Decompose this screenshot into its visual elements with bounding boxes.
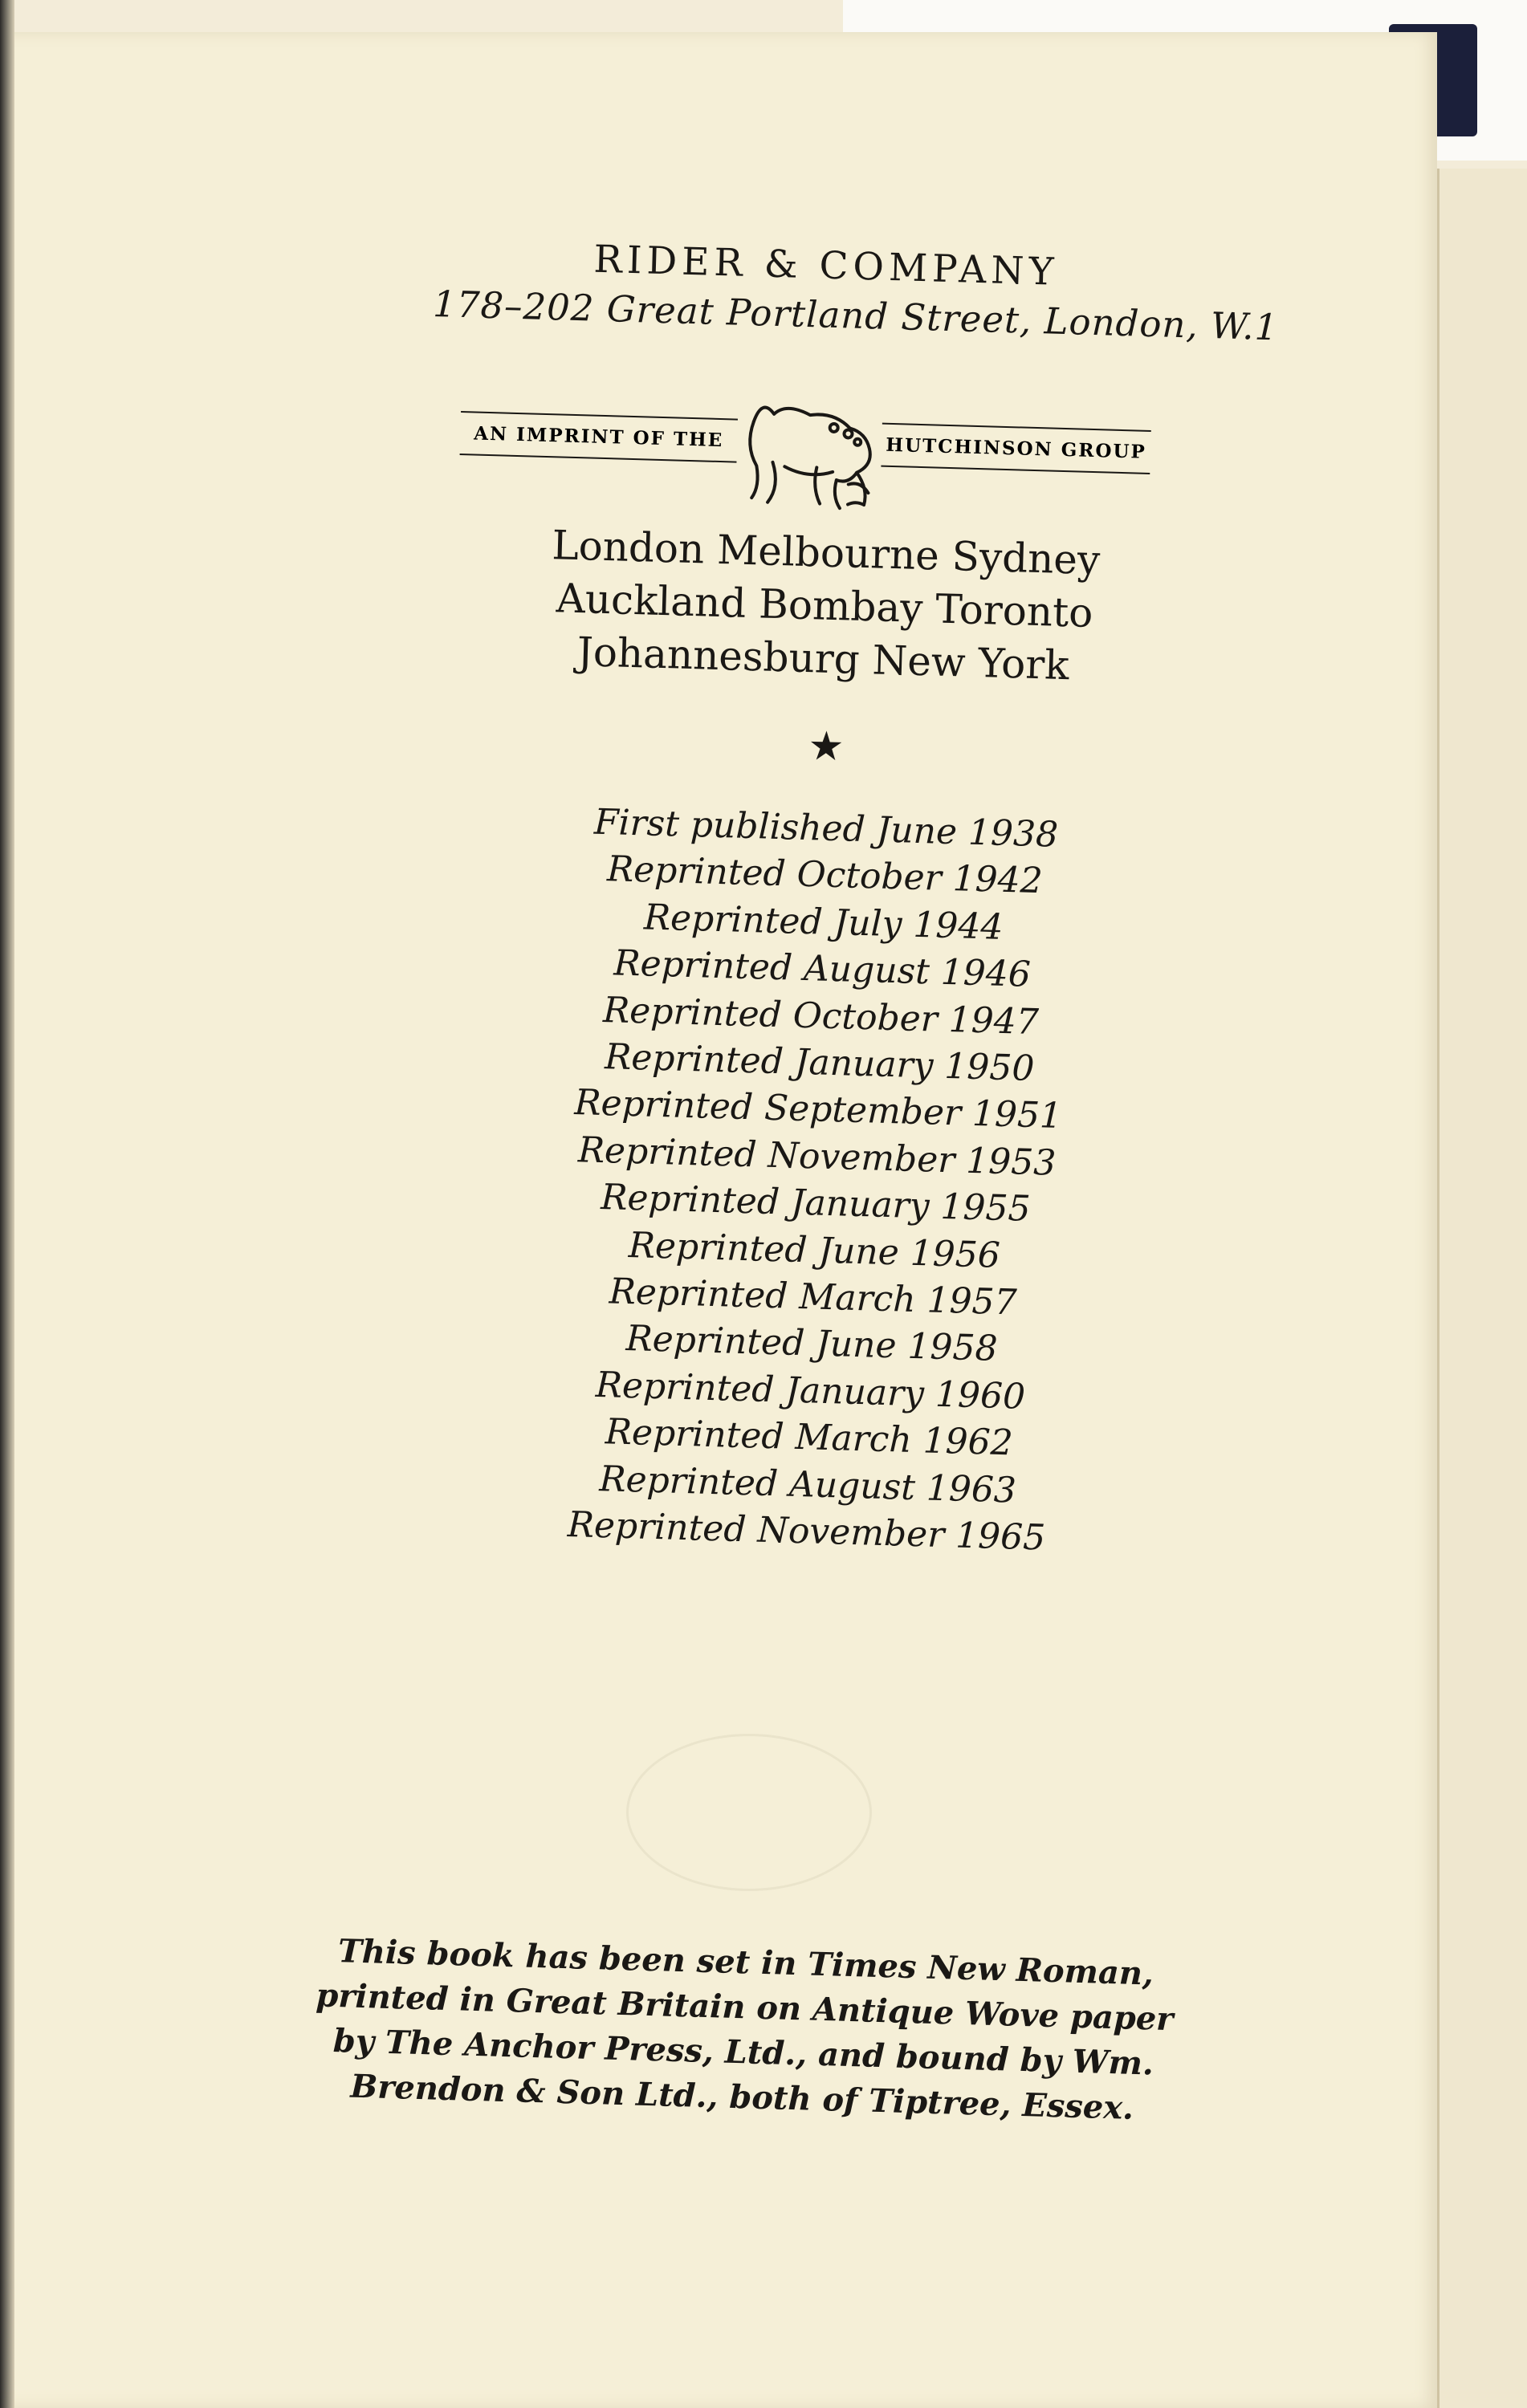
edition-line: Reprinted January 1950 (604, 1036, 1036, 1090)
watermark-icon (626, 1734, 872, 1891)
note-line: by The Anchor Press, Ltd., and bound by Wm. (332, 2022, 1154, 2083)
note-line: This book has been set in Times New Roman, (337, 1932, 1154, 1993)
bull-icon (735, 389, 883, 514)
next-page-edge (1437, 169, 1527, 2408)
book-hinge (0, 0, 14, 2408)
edition-line: Reprinted October 1942 (606, 848, 1044, 902)
edition-line: Reprinted September 1951 (573, 1082, 1063, 1137)
edition-line: Reprinted July 1944 (643, 897, 1004, 948)
edition-line: First published June 1938 (593, 801, 1059, 856)
imprint-banner (458, 385, 1152, 517)
city-list (429, 515, 1220, 696)
imprint-left-label: AN IMPRINT OF THE (460, 411, 738, 463)
city-line: London Melbourne Sydney (551, 522, 1101, 584)
edition-line: Reprinted November 1953 (577, 1129, 1057, 1184)
edition-line: Reprinted January 1955 (600, 1177, 1032, 1230)
edition-history (413, 795, 1220, 1566)
edition-line: Reprinted March 1962 (605, 1411, 1014, 1464)
city-line: Johannesburg New York (576, 628, 1070, 689)
publisher-address: 178–202 Great Portland Street, London, W.1 (432, 283, 1280, 349)
note-line: Brendon & Son Ltd., both of Tiptree, Essex. (349, 2067, 1134, 2127)
edition-line: Reprinted January 1960 (595, 1364, 1026, 1418)
edition-line: Reprinted March 1957 (609, 1271, 1018, 1324)
city-line: Auckland Bombay Toronto (556, 575, 1094, 637)
edition-line: Reprinted August 1946 (613, 942, 1032, 996)
edition-line: Reprinted November 1965 (567, 1504, 1046, 1559)
edition-line: Reprinted June 1956 (628, 1224, 1001, 1276)
publisher-name: RIDER & COMPANY (592, 237, 1060, 295)
printing-note (300, 1928, 1188, 2133)
imprint-right-label: HUTCHINSON GROUP (881, 423, 1150, 474)
edition-line: Reprinted June 1958 (625, 1318, 999, 1370)
star-separator: ★ (807, 722, 845, 771)
edition-line: Reprinted October 1947 (602, 989, 1040, 1043)
note-line: printed in Great Britain on Antique Wove paper (315, 1976, 1175, 2039)
edition-line: Reprinted August 1963 (598, 1458, 1017, 1511)
